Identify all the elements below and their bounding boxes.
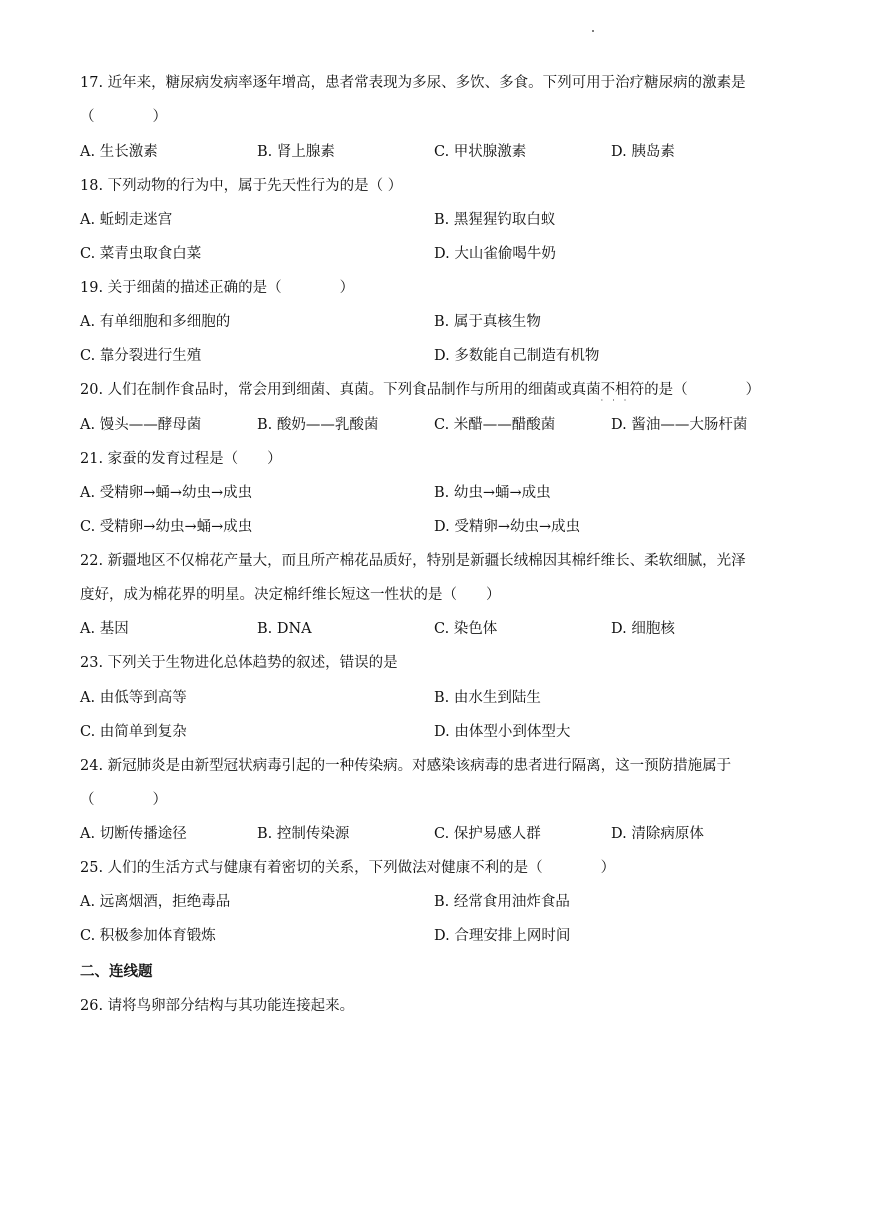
question-20-stem <box>80 380 761 405</box>
question-25-option-a: A. 远离烟酒，拒绝毒品 <box>80 894 231 910</box>
question-19-option-c: C. 靠分裂进行生殖 <box>80 348 202 364</box>
question-20-option-b: B. 酸奶——乳酸菌 <box>257 417 379 433</box>
question-17-stem: 17. 近年来，糖尿病发病率逐年增高，患者常表现为多尿、多饮、多食。下列可用于治疗糖尿病的激素是 <box>80 75 746 91</box>
question-20-stem-part2: 的是（ ） <box>644 382 761 398</box>
question-19-option-b: B. 属于真核生物 <box>434 314 541 330</box>
question-22-stem: 22. 新疆地区不仅棉花产量大，而且所产棉花品质好，特别是新疆长绒棉因其棉纤维长、柔软细腻，光泽 <box>80 553 746 569</box>
question-18-stem: 18. 下列动物的行为中，属于先天性行为的是（ ） <box>80 178 403 194</box>
question-20-stem-part1: 20. 人们在制作食品时，常会用到细菌、真菌。下列食品制作与所用的细菌或真菌 <box>80 382 601 398</box>
question-18-option-c: C. 菜青虫取食白菜 <box>80 246 202 262</box>
question-26-stem: 26. 请将鸟卵部分结构与其功能连接起来。 <box>80 998 355 1014</box>
question-24-stem: 24. 新冠肺炎是由新型冠状病毒引起的一种传染病。对感染该病毒的患者进行隔离，这一预防措施属于 <box>80 758 732 774</box>
emphasis-dots: ··· <box>600 396 636 405</box>
question-18-option-a: A. 蚯蚓走迷宫 <box>80 212 173 228</box>
question-18-option-b: B. 黑猩猩钓取白蚁 <box>434 212 556 228</box>
question-23-option-b: B. 由水生到陆生 <box>434 690 541 706</box>
question-19-option-d: D. 多数能自己制造有机物 <box>434 348 600 364</box>
question-22-option-d: D. 细胞核 <box>611 621 675 637</box>
question-18-option-d: D. 大山雀偷喝牛奶 <box>434 246 556 262</box>
question-17-stem-cont: （ ） <box>80 109 167 125</box>
question-17-option-a: A. 生长激素 <box>80 144 158 160</box>
question-22-option-a: A. 基因 <box>80 621 129 637</box>
question-17-option-c: C. 甲状腺激素 <box>434 144 527 160</box>
question-25-option-c: C. 积极参加体育锻炼 <box>80 928 216 944</box>
section-title: 二、连线题 <box>80 964 153 980</box>
question-20-option-a: A. 馒头——酵母菌 <box>80 417 202 433</box>
question-23-option-d: D. 由体型小到体型大 <box>434 724 571 740</box>
question-20-emphasis-text: 不相符 <box>600 382 645 398</box>
question-25-option-d: D. 合理安排上网时间 <box>434 928 571 944</box>
question-20-option-c: C. 米醋——醋酸菌 <box>434 417 556 433</box>
header-mark <box>592 30 594 32</box>
question-20-option-d: D. 酱油——大肠杆菌 <box>611 417 748 433</box>
question-24-option-a: A. 切断传播途径 <box>80 826 187 842</box>
question-21-option-b: B. 幼虫→蛹→成虫 <box>434 485 551 501</box>
question-24-stem-cont: （ ） <box>80 792 167 808</box>
question-25-option-b: B. 经常食用油炸食品 <box>434 894 570 910</box>
question-17-option-b: B. 肾上腺素 <box>257 144 335 160</box>
question-21-option-c: C. 受精卵→幼虫→蛹→成虫 <box>80 519 253 535</box>
question-23-stem: 23. 下列关于生物进化总体趋势的叙述，错误的是 <box>80 655 398 671</box>
question-19-stem: 19. 关于细菌的描述正确的是（ ） <box>80 280 355 296</box>
question-24-option-b: B. 控制传染源 <box>257 826 350 842</box>
question-17-option-d: D. 胰岛素 <box>611 144 675 160</box>
question-24-option-d: D. 清除病原体 <box>611 826 704 842</box>
question-21-option-a: A. 受精卵→蛹→幼虫→成虫 <box>80 485 253 501</box>
question-22-option-c: C. 染色体 <box>434 621 498 637</box>
question-19-option-a: A. 有单细胞和多细胞的 <box>80 314 231 330</box>
question-23-option-a: A. 由低等到高等 <box>80 690 187 706</box>
question-20-emphasis <box>600 380 645 405</box>
question-25-stem: 25. 人们的生活方式与健康有着密切的关系，下列做法对健康不利的是（ ） <box>80 860 616 876</box>
question-21-stem: 21. 家蚕的发育过程是（ ） <box>80 451 282 467</box>
question-22-option-b: B. DNA <box>257 621 312 637</box>
question-22-stem-cont: 度好，成为棉花界的明星。决定棉纤维长短这一性状的是（ ） <box>80 587 501 603</box>
question-23-option-c: C. 由简单到复杂 <box>80 724 187 740</box>
question-21-option-d: D. 受精卵→幼虫→成虫 <box>434 519 581 535</box>
question-24-option-c: C. 保护易感人群 <box>434 826 541 842</box>
